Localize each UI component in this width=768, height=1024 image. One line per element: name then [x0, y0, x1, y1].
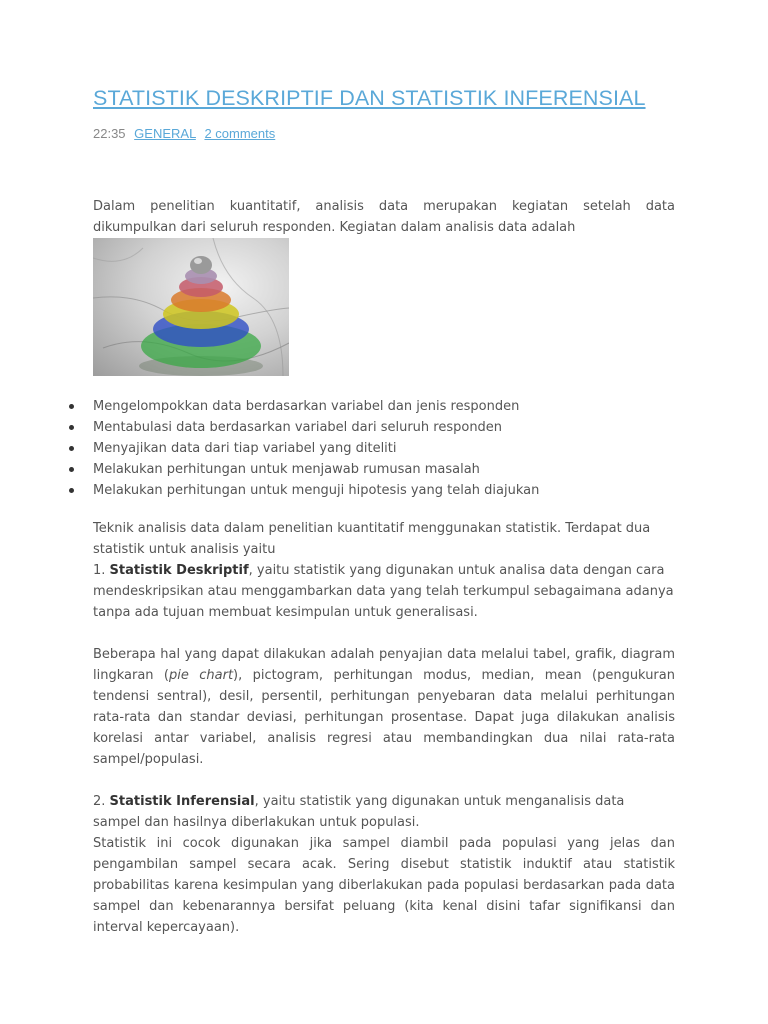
spacer	[93, 770, 675, 791]
stacked-spheres-image	[93, 238, 289, 376]
spheres-illustration	[93, 238, 289, 376]
descriptive-text: , yaitu statistik yang digunakan untuk analisa data dengan cara mendeskripsikan atau menggambarkan data yang telah terkumpul sebagaimana adanya tanpa ada tujuan membuat kesimpulan untuk generalisasi.	[93, 563, 674, 620]
intro-paragraph: Dalam penelitian kuantitatif, analisis data merupakan kegiatan setelah data dikumpulkan dari seluruh responden. Kegiatan dalam analisis data adalah	[93, 199, 675, 235]
list-item: Mentabulasi data berdasarkan variabel dari seluruh responden	[93, 417, 675, 438]
post-time: 22:35	[93, 126, 126, 141]
inferential-definition	[93, 791, 675, 833]
inferential-explanation: Statistik ini cocok digunakan jika sampel diambil pada populasi yang jelas dan pengambilan sampel secara acak. Sering disebut statistik induktif atau statistik probabilitas karena kesimpulan yang diberlakukan pada populasi berdasarkan pada data sampel dan kebenarannya bersifat peluang (kita kenal disini tafar signifikansi dan interval kepercayaan).	[93, 836, 675, 935]
examples-text-b: ), pictogram, perhitungan modus, median, mean (pengukuran tendensi sentral), desil, persentil, perhitungan penyebaran data melalui perhitungan rata-rata dan standar deviasi, perhitungan prosentase. Dapat juga dilakukan analisis korelasi antar variabel, analisis regresi atau membandingkan dua nilai rata-rata sampel/populasi.	[93, 668, 675, 767]
post-meta	[93, 126, 275, 141]
post-title-link[interactable]: STATISTIK DESKRIPTIF DAN STATISTIK INFERENSIAL	[93, 86, 646, 110]
analysis-steps-list	[93, 396, 675, 501]
pie-chart-term: pie chart	[169, 668, 234, 683]
inferential-text: , yaitu statistik yang digunakan untuk menganalisis data sampel dan hasilnya diberlakukan untuk populasi.	[93, 794, 625, 830]
post-body	[93, 196, 675, 938]
list-item: Melakukan perhitungan untuk menjawab rumusan masalah	[93, 459, 675, 480]
list-item: Melakukan perhitungan untuk menguji hipotesis yang telah diajukan	[93, 480, 675, 501]
technique-paragraph: Teknik analisis data dalam penelitian kuantitatif menggunakan statistik. Terdapat dua statistik untuk analisis yaitu	[93, 521, 651, 557]
descriptive-number: 1.	[93, 563, 110, 578]
descriptive-examples	[93, 644, 675, 770]
descriptive-definition	[93, 560, 675, 623]
examples-text-a: Beberapa hal yang dapat dilakukan adalah penyajian data melalui tabel, grafik, diagram lingkaran (	[93, 647, 675, 683]
descriptive-term: Statistik Deskriptif	[109, 563, 249, 578]
post-category-link[interactable]: GENERAL	[134, 126, 196, 141]
list-item: Mengelompokkan data berdasarkan variabel dan jenis responden	[93, 396, 675, 417]
inferential-number: 2.	[93, 794, 110, 809]
inferential-term: Statistik Inferensial	[109, 794, 255, 809]
post-comments-link[interactable]: 2 comments	[204, 126, 276, 141]
spacer	[93, 623, 675, 644]
list-item: Menyajikan data dari tiap variabel yang diteliti	[93, 438, 675, 459]
